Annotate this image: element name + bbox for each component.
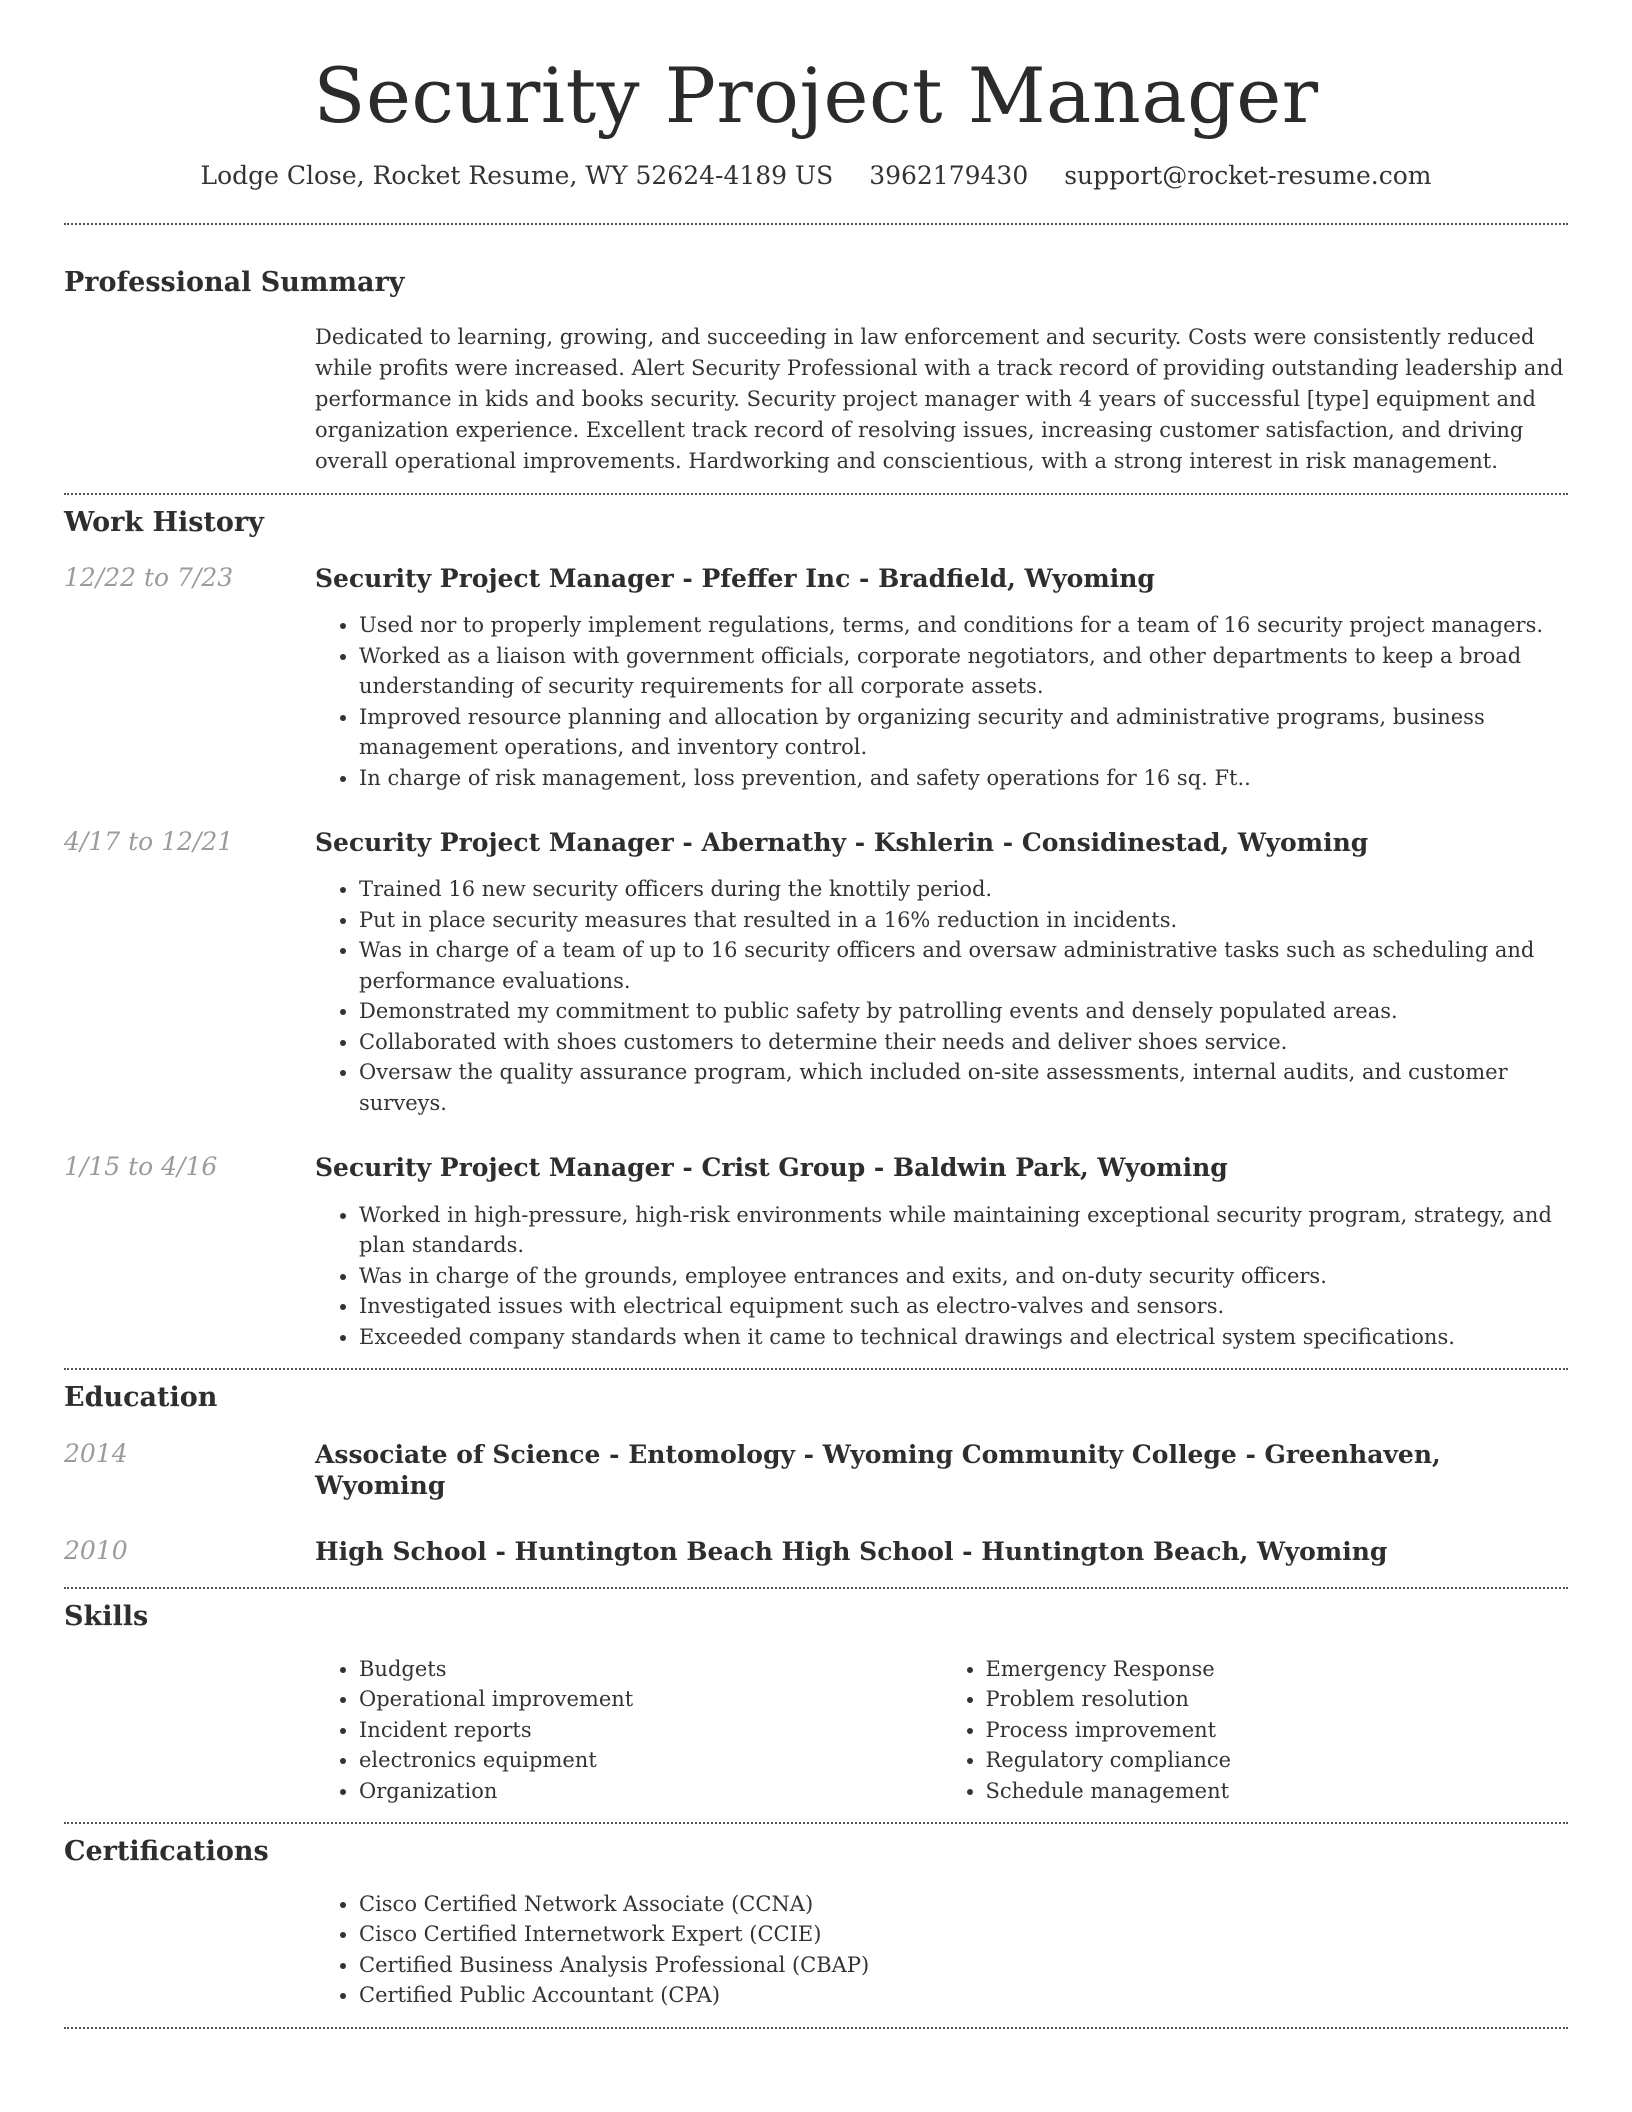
education-section	[64, 1382, 1568, 1567]
education-heading: Education	[64, 1382, 218, 1414]
section-divider	[64, 1822, 1568, 1824]
education-year: 2014	[64, 1438, 128, 1468]
skills-list-right	[942, 1654, 1569, 1807]
skill-item: • Emergency Response	[986, 1654, 1569, 1685]
certification-item: • Cisco Certified Internetwork Expert (CCIE)	[359, 1919, 1568, 1950]
section-divider	[64, 223, 1568, 225]
job-entry	[64, 1152, 1568, 1352]
skill-item: • Schedule management	[986, 1776, 1569, 1807]
education-entry	[64, 1439, 1568, 1502]
list-item: • Worked in high-pressure, high-risk environments while maintaining exceptional security program, strategy, and plan standards.	[359, 1200, 1568, 1261]
list-item: • In charge of risk management, loss prevention, and safety operations for 16 sq. Ft..	[359, 763, 1568, 794]
section-divider	[64, 493, 1568, 495]
skill-item: • Problem resolution	[986, 1684, 1569, 1715]
summary-text: Dedicated to learning, growing, and succeeding in law enforcement and security. Costs were consistently reduced while profits were increased. Alert Security Professional with a track record of providing outstanding leadership and performance in kids and books security. Security project manager with 4 years of successful [type] equipment and organization experience. Excellent track record of resolving issues, increasing customer satisfaction, and driving overall operational improvements. Hardworking and conscientious, with a strong interest in risk management.	[315, 324, 1564, 473]
job-title: Security Project Manager - Abernathy - Kshlerin - Considinestad, Wyoming	[315, 828, 1369, 858]
section-divider	[64, 1368, 1568, 1370]
certification-item: • Cisco Certified Network Associate (CCNA)	[359, 1889, 1568, 1920]
list-item: • Put in place security measures that resulted in a 16% reduction in incidents.	[359, 905, 1568, 936]
contact-line	[64, 161, 1568, 190]
certification-item: • Certified Business Analysis Professional (CBAP)	[359, 1950, 1568, 1981]
job-entry	[64, 563, 1568, 793]
education-year: 2010	[64, 1536, 128, 1566]
list-item: • Trained 16 new security officers during the knottily period.	[359, 874, 1568, 905]
resume-name: Security Project Manager	[313, 51, 1319, 140]
summary-heading: Professional Summary	[64, 267, 405, 299]
list-item: • Was in charge of the grounds, employee entrances and exits, and on-duty security officers.	[359, 1261, 1568, 1292]
skills-heading: Skills	[64, 1601, 149, 1633]
job-bullets	[315, 874, 1568, 1118]
contact-email: support@rocket-resume.com	[1064, 161, 1432, 191]
contact-phone: 3962179430	[869, 161, 1029, 191]
job-dates: 4/17 to 12/21	[64, 827, 234, 857]
skill-item: • Organization	[359, 1776, 942, 1807]
list-item: • Improved resource planning and allocation by organizing security and administrative programs, business management operations, and inventory control.	[359, 702, 1568, 763]
education-entry	[64, 1536, 1568, 1567]
job-entry	[64, 827, 1568, 1118]
certifications-list	[315, 1889, 1568, 2011]
certification-item: • Certified Public Accountant (CPA)	[359, 1980, 1568, 2011]
skills-list-left	[315, 1654, 942, 1807]
summary-section	[64, 267, 1568, 476]
list-item: • Exceeded company standards when it came to technical drawings and electrical system specifications.	[359, 1322, 1568, 1353]
certifications-heading: Certifications	[64, 1836, 269, 1868]
list-item: • Worked as a liaison with government officials, corporate negotiators, and other departments to keep a broad understanding of security requirements for all corporate assets.	[359, 641, 1568, 702]
list-item: • Investigated issues with electrical equipment such as electro-valves and sensors.	[359, 1291, 1568, 1322]
list-item: • Was in charge of a team of up to 16 security officers and oversaw administrative tasks such as scheduling and performance evaluations.	[359, 935, 1568, 996]
skills-section	[64, 1601, 1568, 1806]
job-bullets	[315, 1200, 1568, 1353]
education-title: High School - Huntington Beach High School - Huntington Beach, Wyoming	[315, 1537, 1388, 1567]
skill-item: • Process improvement	[986, 1715, 1569, 1746]
section-divider	[64, 1587, 1568, 1589]
skill-item: • Incident reports	[359, 1715, 942, 1746]
skill-item: • Regulatory compliance	[986, 1745, 1569, 1776]
contact-address: Lodge Close, Rocket Resume, WY 52624-4189 US	[200, 161, 834, 191]
list-item: • Collaborated with shoes customers to determine their needs and deliver shoes service.	[359, 1027, 1568, 1058]
list-item: • Oversaw the quality assurance program, which included on-site assessments, internal audits, and customer surveys.	[359, 1057, 1568, 1118]
work-history-heading: Work History	[64, 506, 264, 538]
job-bullets	[315, 610, 1568, 793]
resume-page	[64, 0, 1568, 2029]
job-title: Security Project Manager - Pfeffer Inc - Bradfield, Wyoming	[315, 563, 1155, 593]
certifications-section	[64, 1836, 1568, 2010]
skill-item: • Budgets	[359, 1654, 942, 1685]
work-history-section	[64, 507, 1568, 1353]
job-dates: 12/22 to 7/23	[64, 562, 234, 592]
skill-item: • Operational improvement	[359, 1684, 942, 1715]
list-item: • Demonstrated my commitment to public safety by patrolling events and densely populated areas.	[359, 996, 1568, 1027]
job-dates: 1/15 to 4/16	[64, 1152, 218, 1182]
education-title: Associate of Science - Entomology - Wyoming Community College - Greenhaven, Wyoming	[315, 1439, 1441, 1500]
section-divider	[64, 2027, 1568, 2029]
skill-item: • electronics equipment	[359, 1745, 942, 1776]
job-title: Security Project Manager - Crist Group - Baldwin Park, Wyoming	[315, 1153, 1228, 1183]
list-item: • Used nor to properly implement regulations, terms, and conditions for a team of 16 security project managers.	[359, 610, 1568, 641]
